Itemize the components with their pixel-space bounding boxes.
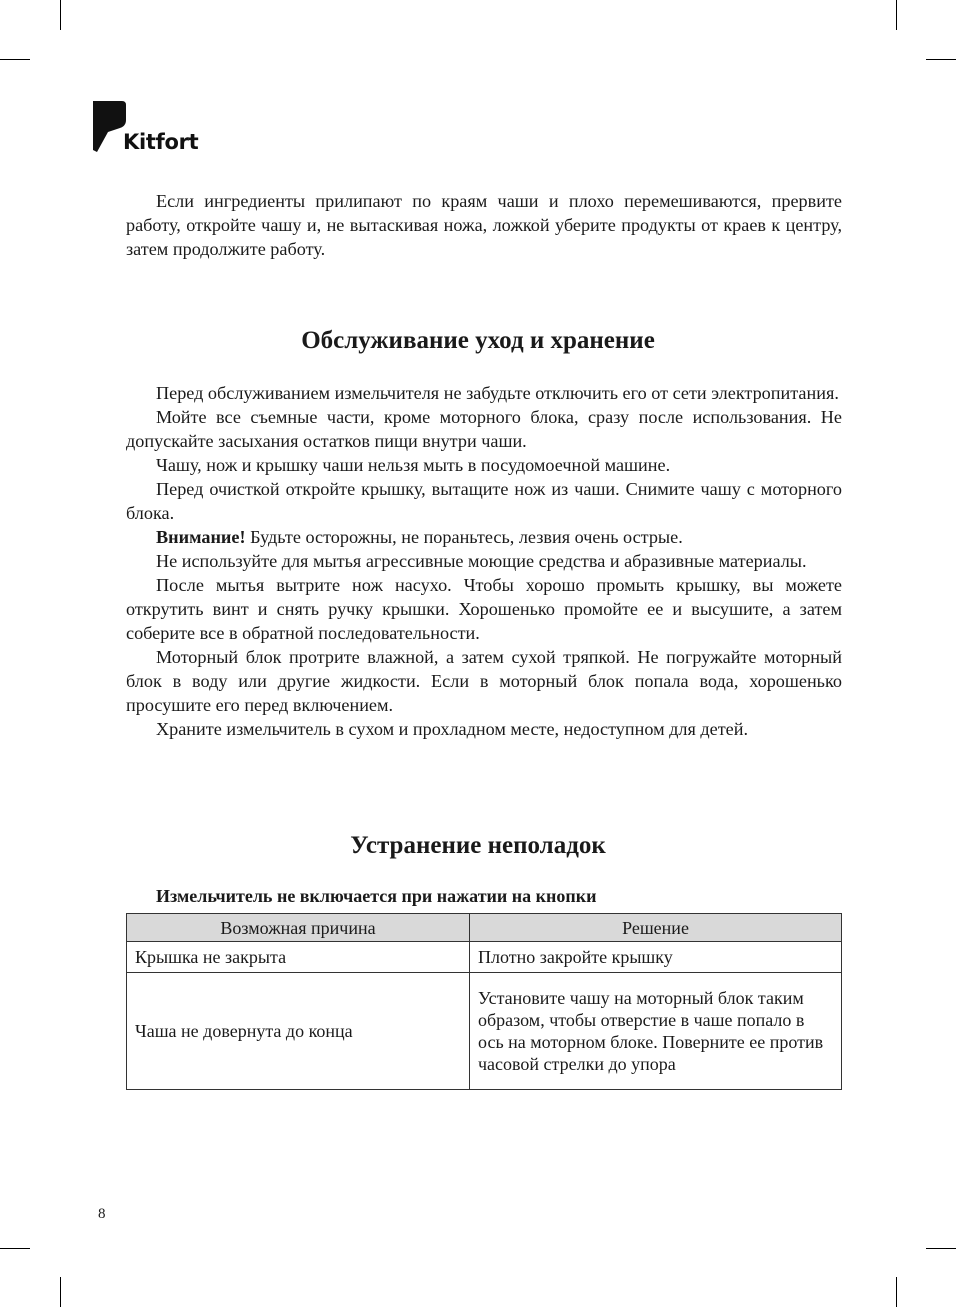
- page-number: 8: [98, 1206, 106, 1222]
- troubleshooting-heading: Устранение неполадок: [350, 832, 606, 859]
- warning-label: Внимание!: [156, 527, 246, 547]
- crop-mark: [896, 1277, 897, 1307]
- paragraph: Мойте все съемные части, кроме моторного блока, сразу после использования. Не допускайте засыхания остатков пищи внутри чаши.: [126, 407, 842, 451]
- crop-mark: [0, 59, 30, 60]
- maintenance-text: [126, 381, 842, 741]
- maintenance-heading: Обслуживание уход и хранение: [301, 327, 655, 354]
- paragraph: Перед обслуживанием измельчителя не забудьте отключить его от сети электропитания.: [156, 383, 839, 403]
- crop-mark: [60, 0, 61, 30]
- cause-cell: Чаша не довернута до конца: [127, 973, 470, 1090]
- crop-mark: [896, 0, 897, 30]
- table-row: [127, 942, 842, 973]
- solution-cell: Установите чашу на моторный блок таким образом, чтобы отверстие в чаше попало в ось на моторном блоке. Поверните ее против часовой стрелки до упора: [470, 973, 842, 1090]
- kitfort-logo: [92, 100, 202, 160]
- table-row: [127, 973, 842, 1090]
- crop-mark: [926, 59, 956, 60]
- intro-text: [126, 189, 842, 261]
- warning-text: Будьте осторожны, не пораньтесь, лезвия очень острые.: [245, 527, 683, 547]
- crop-mark: [0, 1248, 30, 1249]
- paragraph: Не используйте для мытья агрессивные моющие средства и абразивные материалы.: [156, 551, 807, 571]
- paragraph: Моторный блок протрите влажной, а затем сухой тряпкой. Не погружайте моторный блок в воду или другие жидкости. Если в моторный блок попала вода, хорошенько просушите его перед включением.: [126, 647, 842, 715]
- table-header-row: [127, 914, 842, 942]
- paragraph: Чашу, нож и крышку чаши нельзя мыть в посудомоечной машине.: [156, 455, 671, 475]
- warning-paragraph: [126, 525, 842, 549]
- paragraph: Перед очисткой откройте крышку, вытащите нож из чаши. Снимите чашу с моторного блока.: [126, 479, 842, 523]
- column-header-solution: Решение: [470, 914, 842, 942]
- paragraph: Если ингредиенты прилипают по краям чаши и плохо перемешиваются, прервите работу, откройте чашу и, не вытаскивая ножа, ложкой уберите продукты от краев к центру, затем продолжите работу.: [126, 191, 842, 259]
- brand-name: Kitfort: [123, 130, 199, 154]
- crop-mark: [926, 1248, 956, 1249]
- paragraph: После мытья вытрите нож насухо. Чтобы хорошо промыть крышку, вы можете открутить винт и снять ручку крышки. Хорошенько промойте ее и высушите, а затем соберите все в обратной последовательности.: [126, 575, 842, 643]
- cause-cell: Крышка не закрыта: [127, 942, 470, 973]
- column-header-cause: Возможная причина: [127, 914, 470, 942]
- troubleshooting-table: [126, 913, 842, 1090]
- solution-cell: Плотно закройте крышку: [470, 942, 842, 973]
- crop-mark: [60, 1277, 61, 1307]
- paragraph: Храните измельчитель в сухом и прохладном месте, недоступном для детей.: [156, 719, 749, 739]
- troubleshooting-subheading: Измельчитель не включается при нажатии на кнопки: [156, 886, 597, 906]
